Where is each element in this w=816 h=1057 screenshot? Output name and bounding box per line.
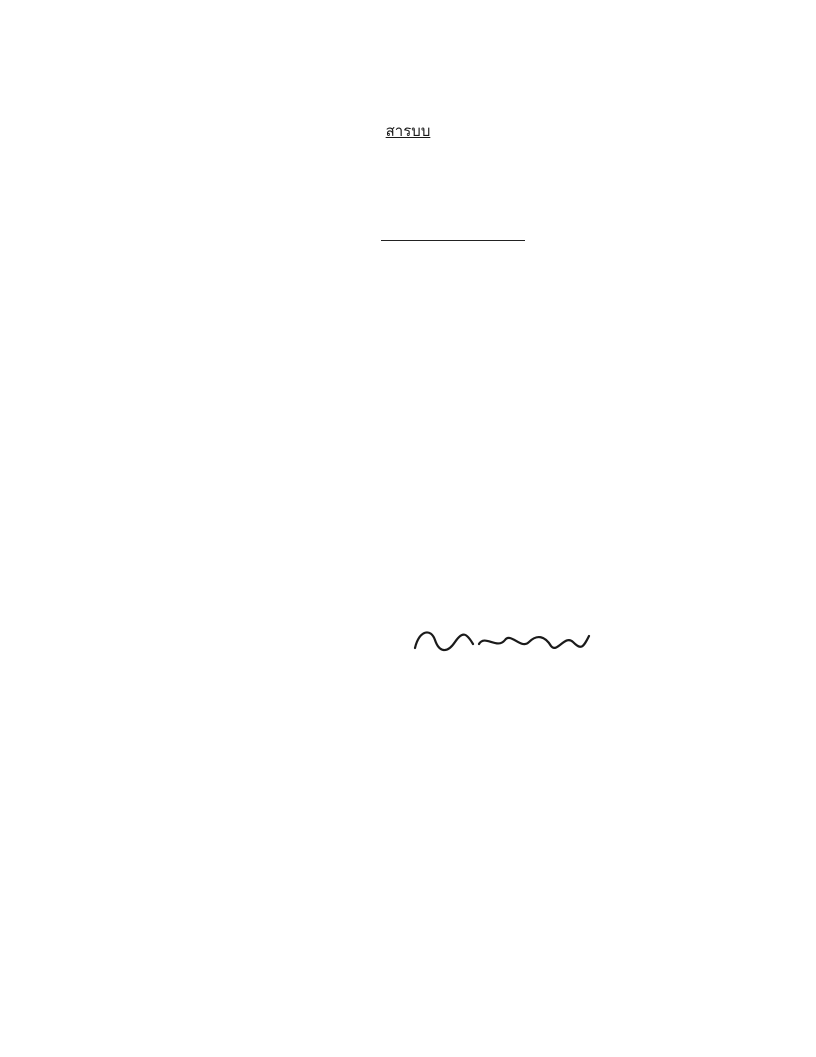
- document-title: สารบบ: [385, 122, 431, 140]
- handwritten-signature: [405, 620, 595, 660]
- document-body: [120, 268, 760, 598]
- title-divider: [381, 240, 525, 241]
